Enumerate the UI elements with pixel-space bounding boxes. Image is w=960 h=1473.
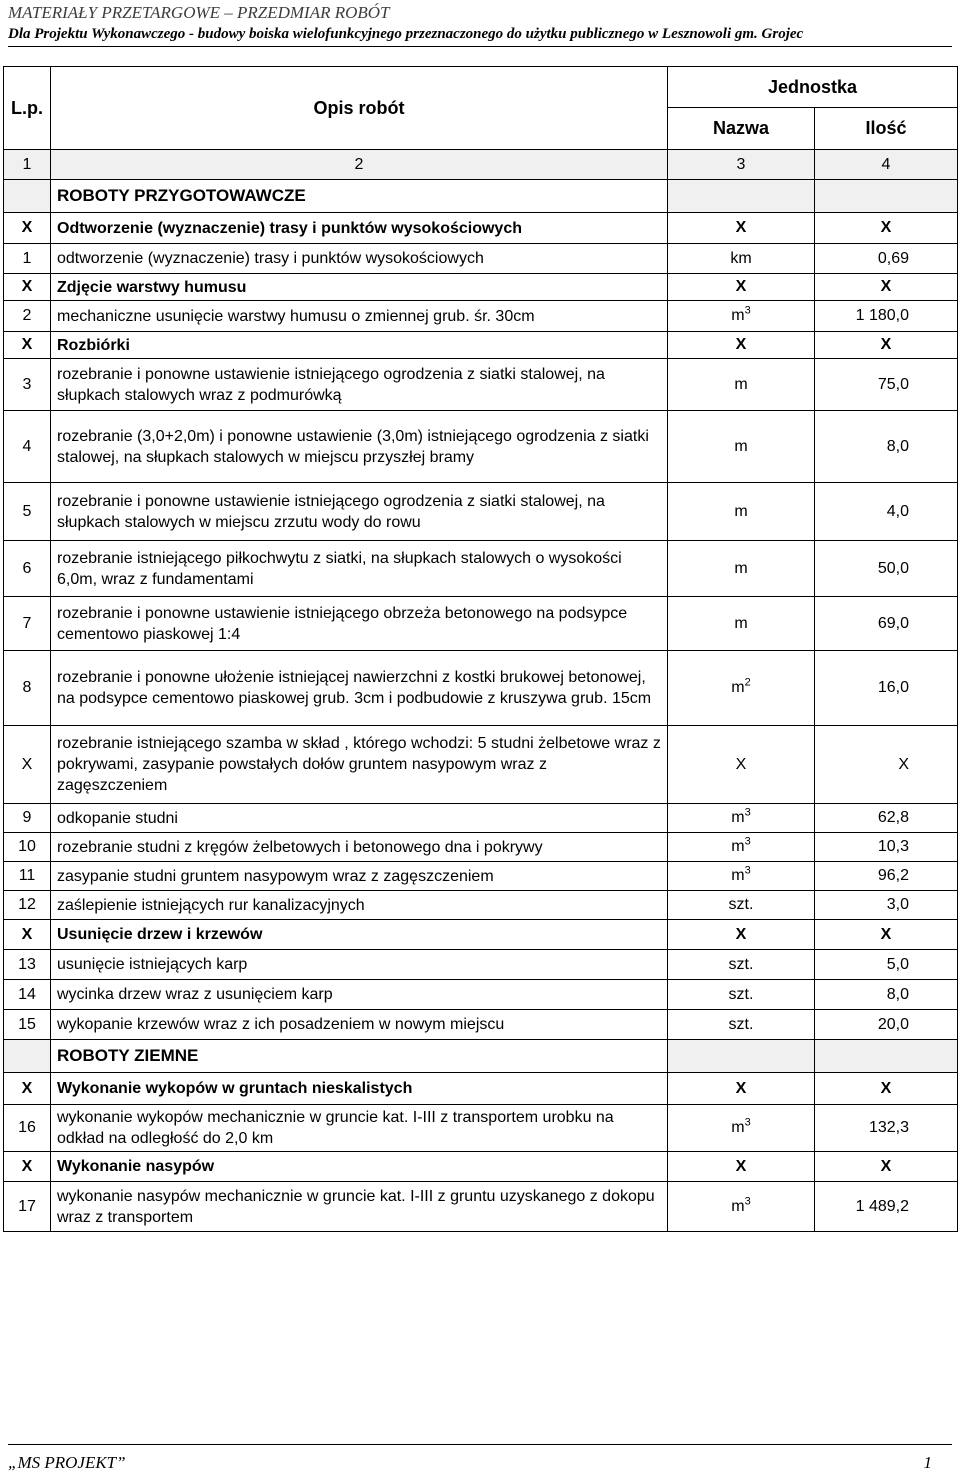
row-quantity: 50,0 — [815, 541, 958, 597]
project-subtitle: Dla Projektu Wykonawczego - budowy boiska wielofunkcyjnego przeznaczonego do użytku publicznego w Lesznowoli gm. Grojec — [8, 26, 804, 42]
section-title: ROBOTY ZIEMNE — [51, 1040, 668, 1073]
bill-of-quantities-table — [3, 66, 958, 1232]
unit-exponent: 3 — [744, 835, 751, 848]
unit-exponent: 2 — [744, 676, 751, 689]
header-description: Opis robót — [51, 67, 668, 150]
unit-label: X — [735, 925, 747, 943]
row-unit — [668, 980, 815, 1010]
row-lp: 7 — [4, 597, 51, 651]
header-nazwa: Nazwa — [668, 108, 815, 150]
row-lp: 3 — [4, 359, 51, 411]
item-row — [4, 651, 958, 726]
row-unit — [668, 411, 815, 483]
row-unit — [668, 651, 815, 726]
row-quantity: 75,0 — [815, 359, 958, 411]
item-row — [4, 804, 958, 833]
section-lp-cell — [4, 180, 51, 213]
item-row — [4, 980, 958, 1010]
group-title: Wykonanie wykopów w gruntach nieskalistych — [51, 1073, 668, 1105]
unit-label: X — [735, 755, 747, 773]
unit-label: X — [735, 336, 747, 353]
row-description: rozebranie i ponowne ustawienie istniejącego obrzeża betonowego na podsypce cementowo piaskowej 1:4 — [51, 597, 668, 651]
row-lp: 16 — [4, 1105, 51, 1152]
row-description: usunięcie istniejących karp — [51, 950, 668, 980]
unit-label: m — [731, 679, 745, 696]
row-lp: X — [4, 332, 51, 359]
group-row — [4, 920, 958, 950]
group-row — [4, 1073, 958, 1105]
row-lp: X — [4, 726, 51, 804]
row-quantity: X — [815, 213, 958, 244]
row-description: mechaniczne usunięcie warstwy humusu o zmiennej grub. śr. 30cm — [51, 301, 668, 332]
row-unit — [668, 804, 815, 833]
row-unit — [668, 301, 815, 332]
row-description: zasypanie studni gruntem nasypowym wraz z zagęszczeniem — [51, 862, 668, 891]
page-header — [8, 0, 952, 47]
row-lp: 10 — [4, 833, 51, 862]
row-description: rozebranie istniejącego szamba w skład , którego wchodzi: 5 studni żelbetowe wraz z pokrywami, zasypanie powstałych dołów gruntem nasypowym wraz z zagęszczeniem — [51, 726, 668, 804]
row-description: rozebranie studni z kręgów żelbetowych i betonowego dna i pokrywy — [51, 833, 668, 862]
unit-label: szt. — [728, 1015, 754, 1033]
column-number-2: 2 — [51, 150, 668, 180]
row-description: rozebranie i ponowne ustawienie istniejącego ogrodzenia z siatki stalowej, na słupkach stalowych w miejscu zrzutu wody do rowu — [51, 483, 668, 541]
unit-exponent: 3 — [744, 864, 751, 877]
row-unit — [668, 244, 815, 274]
unit-exponent: 3 — [744, 806, 751, 819]
row-unit — [668, 541, 815, 597]
row-description: rozebranie i ponowne ustawienie istniejącego ogrodzenia z siatki stalowej, na słupkach stalowych wraz z podmurówką — [51, 359, 668, 411]
unit-exponent: 3 — [744, 304, 751, 317]
unit-label: m — [734, 375, 748, 393]
row-lp: 2 — [4, 301, 51, 332]
item-row — [4, 541, 958, 597]
row-quantity: 69,0 — [815, 597, 958, 651]
section-unit-cell — [668, 1040, 815, 1073]
column-number-1: 1 — [4, 150, 51, 180]
unit-label: m — [734, 559, 748, 577]
row-quantity: 3,0 — [815, 891, 958, 920]
row-lp: 17 — [4, 1182, 51, 1232]
item-row — [4, 244, 958, 274]
row-lp: 8 — [4, 651, 51, 726]
row-unit — [668, 597, 815, 651]
row-lp: X — [4, 1073, 51, 1105]
row-description: zaślepienie istniejących rur kanalizacyjnych — [51, 891, 668, 920]
section-lp-cell — [4, 1040, 51, 1073]
row-unit — [668, 833, 815, 862]
group-row — [4, 332, 958, 359]
unit-label: m — [731, 307, 745, 324]
row-description: rozebranie (3,0+2,0m) i ponowne ustawienie (3,0m) istniejącego ogrodzenia z siatki stalowej, na słupkach stalowych w miejscu przyszłej bramy — [51, 411, 668, 483]
row-unit — [668, 726, 815, 804]
row-description: wycinka drzew wraz z usunięciem karp — [51, 980, 668, 1010]
group-title: Wykonanie nasypów — [51, 1152, 668, 1182]
item-row — [4, 483, 958, 541]
unit-label: X — [735, 219, 747, 236]
item-row — [4, 1182, 958, 1232]
row-unit — [668, 1010, 815, 1040]
row-quantity: X — [815, 1152, 958, 1182]
row-quantity: X — [815, 274, 958, 301]
page-footer — [8, 1444, 952, 1472]
item-row — [4, 726, 958, 804]
row-unit — [668, 332, 815, 359]
row-unit — [668, 274, 815, 301]
row-description: wykopanie krzewów wraz z ich posadzeniem w nowym miejscu — [51, 1010, 668, 1040]
row-quantity: 132,3 — [815, 1105, 958, 1152]
header-jednostka: Jednostka — [668, 67, 958, 108]
group-title: Zdjęcie warstwy humusu — [51, 274, 668, 301]
unit-label: szt. — [728, 896, 754, 913]
unit-label: X — [735, 1079, 747, 1097]
unit-label: szt. — [728, 955, 754, 973]
row-quantity: 5,0 — [815, 950, 958, 980]
item-row — [4, 411, 958, 483]
header-lp: L.p. — [4, 67, 51, 150]
row-lp: X — [4, 1152, 51, 1182]
row-unit — [668, 862, 815, 891]
row-lp: 5 — [4, 483, 51, 541]
column-number-3: 3 — [668, 150, 815, 180]
unit-label: m — [731, 809, 745, 826]
unit-label: m — [734, 502, 748, 520]
header-rule — [8, 46, 952, 47]
row-lp: 15 — [4, 1010, 51, 1040]
row-lp: 9 — [4, 804, 51, 833]
unit-label: szt. — [728, 985, 754, 1003]
group-row — [4, 213, 958, 244]
row-unit — [668, 1152, 815, 1182]
row-quantity: 62,8 — [815, 804, 958, 833]
item-row — [4, 950, 958, 980]
item-row — [4, 833, 958, 862]
group-title: Rozbiórki — [51, 332, 668, 359]
row-unit — [668, 1105, 815, 1152]
column-number-row — [4, 150, 958, 180]
row-quantity: X — [815, 920, 958, 950]
unit-label: m — [731, 838, 745, 855]
unit-label: m — [731, 1197, 745, 1215]
row-lp: 14 — [4, 980, 51, 1010]
section-row — [4, 1040, 958, 1073]
row-description: wykonanie wykopów mechanicznie w gruncie kat. I-III z transportem urobku na odkład na odległość do 2,0 km — [51, 1105, 668, 1152]
row-quantity: 10,3 — [815, 833, 958, 862]
unit-label: X — [735, 1157, 747, 1175]
item-row — [4, 301, 958, 332]
row-unit — [668, 920, 815, 950]
row-lp: X — [4, 274, 51, 301]
column-number-4: 4 — [815, 150, 958, 180]
header-row-top — [4, 67, 958, 108]
row-lp: 11 — [4, 862, 51, 891]
section-qty-cell — [815, 1040, 958, 1073]
row-lp: 4 — [4, 411, 51, 483]
unit-label: m — [731, 1119, 745, 1136]
unit-exponent: 3 — [744, 1195, 751, 1208]
row-lp: 1 — [4, 244, 51, 274]
row-unit — [668, 950, 815, 980]
row-quantity: 16,0 — [815, 651, 958, 726]
row-lp: 12 — [4, 891, 51, 920]
page-number: 1 — [923, 1453, 932, 1472]
row-quantity: 0,69 — [815, 244, 958, 274]
unit-label: m — [731, 867, 745, 884]
group-row — [4, 274, 958, 301]
row-quantity: 96,2 — [815, 862, 958, 891]
row-quantity: 4,0 — [815, 483, 958, 541]
item-row — [4, 891, 958, 920]
item-row — [4, 862, 958, 891]
row-quantity: 1 180,0 — [815, 301, 958, 332]
row-lp: 6 — [4, 541, 51, 597]
row-description: rozebranie istniejącego piłkochwytu z siatki, na słupkach stalowych o wysokości 6,0m, wraz z fundamentami — [51, 541, 668, 597]
document-title: MATERIAŁY PRZETARGOWE – PRZEDMIAR ROBÓT — [8, 3, 390, 22]
row-description: rozebranie i ponowne ułożenie istniejącej nawierzchni z kostki brukowej betonowej, na podsypce cementowo piaskowej grub. 3cm i podbudowie z kruszywa grub. 15cm — [51, 651, 668, 726]
row-description: wykonanie nasypów mechanicznie w gruncie kat. I-III z gruntu uzyskanego z dokopu wraz z transportem — [51, 1182, 668, 1232]
row-quantity: 20,0 — [815, 1010, 958, 1040]
row-lp: X — [4, 920, 51, 950]
row-quantity: 8,0 — [815, 980, 958, 1010]
row-quantity: X — [815, 332, 958, 359]
group-title: Odtworzenie (wyznaczenie) trasy i punktów wysokościowych — [51, 213, 668, 244]
section-row — [4, 180, 958, 213]
group-row — [4, 1152, 958, 1182]
row-unit — [668, 1073, 815, 1105]
row-quantity: 8,0 — [815, 411, 958, 483]
row-unit — [668, 483, 815, 541]
unit-label: m — [734, 614, 748, 632]
section-title: ROBOTY PRZYGOTOWAWCZE — [51, 180, 668, 213]
unit-exponent: 3 — [744, 1116, 751, 1129]
row-quantity: X — [815, 726, 958, 804]
item-row — [4, 1010, 958, 1040]
row-quantity: 1 489,2 — [815, 1182, 958, 1232]
header-ilosc: Ilość — [815, 108, 958, 150]
row-lp: 13 — [4, 950, 51, 980]
footer-company: „MS PROJEKT” — [8, 1453, 126, 1472]
row-unit — [668, 359, 815, 411]
row-unit — [668, 1182, 815, 1232]
section-unit-cell — [668, 180, 815, 213]
row-description: odkopanie studni — [51, 804, 668, 833]
row-lp: X — [4, 213, 51, 244]
row-quantity: X — [815, 1073, 958, 1105]
item-row — [4, 1105, 958, 1152]
unit-label: m — [734, 437, 748, 455]
row-description: odtworzenie (wyznaczenie) trasy i punktów wysokościowych — [51, 244, 668, 274]
section-qty-cell — [815, 180, 958, 213]
unit-label: X — [735, 278, 747, 295]
row-unit — [668, 213, 815, 244]
item-row — [4, 359, 958, 411]
row-unit — [668, 891, 815, 920]
group-title: Usunięcie drzew i krzewów — [51, 920, 668, 950]
item-row — [4, 597, 958, 651]
unit-label: km — [730, 249, 752, 267]
